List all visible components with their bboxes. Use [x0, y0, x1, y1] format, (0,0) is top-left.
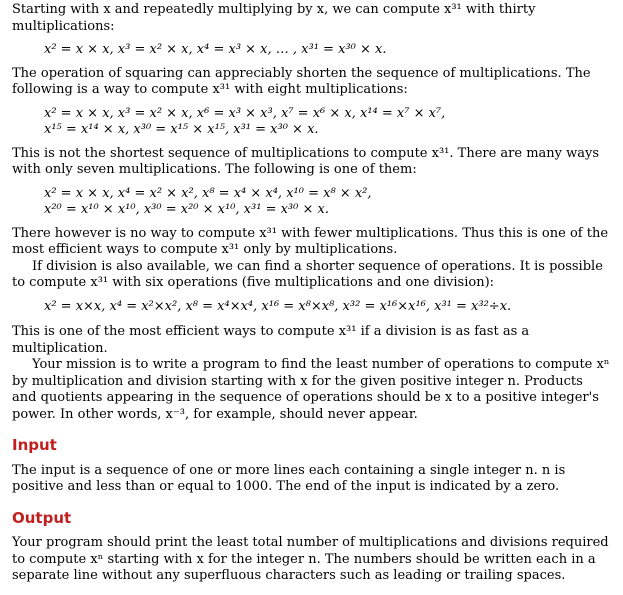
- fewer-multiplications-paragraph: There however is no way to compute x³¹ with fewer multiplications. Thus this is one of the most efficient ways to compute x³¹ only by multiplications.: [12, 225, 609, 257]
- squaring-paragraph: The operation of squaring can appreciably shorten the sequence of multiplications. The following is a way to compute x³¹ with eight multiplications:: [12, 65, 591, 97]
- equation-line: x²⁰ = x¹⁰ × x¹⁰, x³⁰ = x²⁰ × x¹⁰, x³¹ = x³⁰ × x.: [44, 202, 329, 217]
- input-heading: Input: [12, 436, 57, 454]
- equation-line: x¹⁵ = x¹⁴ × x, x³⁰ = x¹⁵ × x¹⁵, x³¹ = x³⁰ × x.: [44, 122, 319, 137]
- problem-statement: [0, 2, 623, 585]
- equation-eight-multiplications: [44, 106, 611, 139]
- equation-line: x² = x × x, x³ = x² × x, x⁴ = x³ × x, … , x³¹ = x³⁰ × x.: [44, 42, 387, 57]
- output-description: Your program should print the least total number of multiplications and divisions required to compute xⁿ starting with x for the integer n. The numbers should be written each in a separate line without any superfluous characters such as leading or trailing spaces.: [12, 535, 609, 583]
- equation-seven-multiplications: [44, 186, 611, 219]
- seven-multiplications-paragraph: This is not the shortest sequence of multiplications to compute x³¹. There are many ways with only seven multiplications. The following is one of them:: [12, 145, 600, 177]
- equation-line: x² = x × x, x⁴ = x² × x², x⁸ = x⁴ × x⁴, x¹⁰ = x⁸ × x²,: [44, 185, 372, 201]
- division-paragraph: If division is also available, we can find a shorter sequence of operations. It is possible to compute x³¹ with six operations (five multiplications and one division):: [12, 258, 603, 290]
- efficiency-paragraph: This is one of the most efficient ways to compute x³¹ if a division is as fast as a multiplication.: [12, 324, 530, 356]
- mission-paragraph: Your mission is to write a program to find the least number of operations to compute xⁿ by multiplication and division starting with x for the given positive integer n. Products and quotients appearing in the sequence of operations should be x to a positive integer's power. In other words, x⁻³, for example, should never appear.: [12, 357, 610, 422]
- equation-thirty-multiplications: [44, 42, 611, 59]
- equation-line: x² = x×x, x⁴ = x²×x², x⁸ = x⁴×x⁴, x¹⁶ = x⁸×x⁸, x³² = x¹⁶×x¹⁶, x³¹ = x³²÷x.: [44, 298, 512, 314]
- equation-line: x² = x × x, x³ = x² × x, x⁶ = x³ × x³, x⁷ = x⁶ × x, x¹⁴ = x⁷ × x⁷,: [44, 105, 446, 121]
- input-description: The input is a sequence of one or more lines each containing a single integer n. n is positive and less than or equal to 1000. The end of the input is indicated by a zero.: [12, 462, 566, 494]
- equation-with-division: [44, 299, 611, 316]
- intro-paragraph: Starting with x and repeatedly multiplying by x, we can compute x³¹ with thirty multiplications:: [12, 2, 536, 34]
- output-heading: Output: [12, 508, 72, 527]
